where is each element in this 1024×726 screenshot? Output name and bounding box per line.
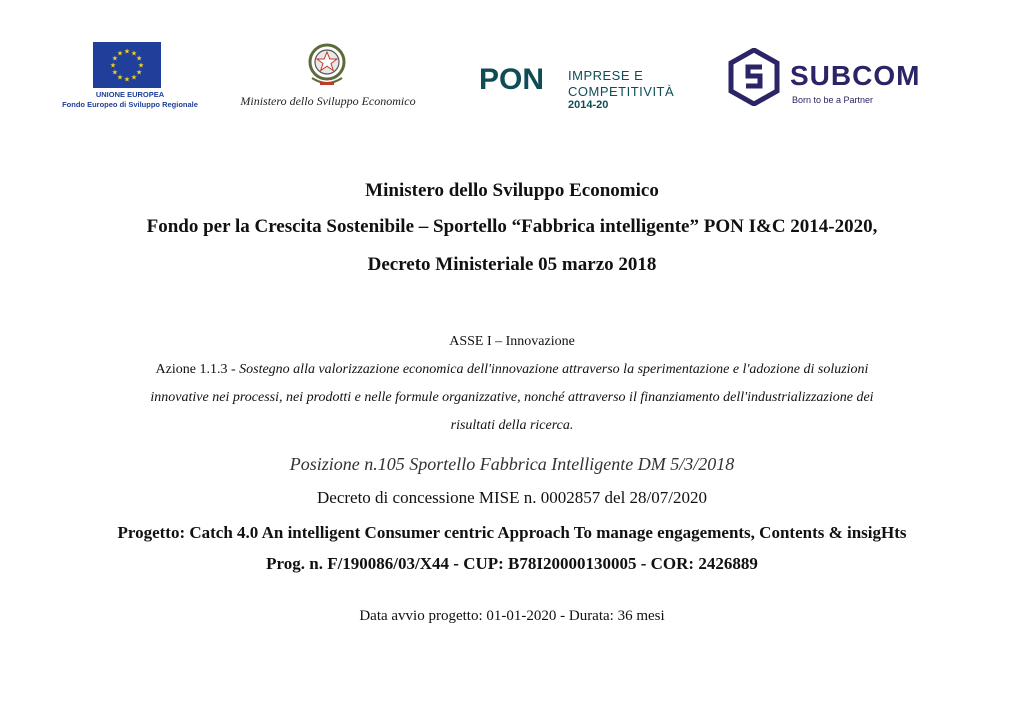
logo-bar (0, 0, 1024, 130)
eu-star-icon: ★ (135, 68, 143, 77)
eu-star-icon: ★ (109, 61, 117, 70)
subcom-tagline: Born to be a Partner (792, 95, 874, 105)
decreto-concessione: Decreto di concessione MISE n. 0002857 del 28/07/2020 (317, 488, 707, 507)
eu-star-icon: ★ (135, 54, 143, 63)
project-codes: Prog. n. F/190086/03/X44 - CUP: B78I20000130005 - COR: 2426889 (266, 554, 758, 573)
eu-fund-label: Fondo Europeo di Sviluppo Regionale (62, 100, 198, 109)
pon-years: 2014-20 (568, 99, 609, 111)
eu-star-icon: ★ (116, 49, 124, 58)
eu-star-icon: ★ (111, 68, 119, 77)
asse-label: ASSE I – Innovazione (449, 334, 575, 349)
pon-logo (476, 60, 686, 116)
pon-line1: IMPRESE E (568, 68, 644, 83)
project-start-duration: Data avvio progetto: 01-01-2020 - Durata: 36 mesi (359, 608, 665, 624)
subcom-logo (728, 48, 921, 108)
eu-star-icon: ★ (123, 47, 131, 56)
posizione: Posizione n.105 Sportello Fabbrica Intelligente DM 5/3/2018 (289, 454, 735, 474)
azione-line2: innovative nei processi, nei prodotti e nelle formule organizzative, nonché attraverso il finanziamento dell'industrializzazione dei (150, 390, 874, 405)
azione-line3: risultati della ricerca. (450, 418, 574, 433)
subcom-s-icon (728, 48, 780, 106)
eu-star-icon: ★ (116, 73, 124, 82)
mise-logo (228, 40, 428, 114)
pon-wordmark: PON (479, 63, 545, 96)
heading-ministry: Ministero dello Sviluppo Economico (365, 180, 659, 201)
eu-logo (60, 42, 200, 114)
subcom-wordmark: SUBCOM (790, 60, 921, 91)
eu-flag-icon (93, 42, 161, 88)
eu-star-icon: ★ (137, 61, 145, 70)
azione-label: Azione 1.1.3 - (155, 362, 240, 377)
eu-star-icon: ★ (130, 73, 138, 82)
pon-line2: COMPETITIVITÀ (568, 84, 675, 99)
heading-fund: Fondo per la Crescita Sostenibile – Sportello “Fabbrica intelligente” PON I&C 2014-2020, (146, 216, 878, 237)
eu-label: UNIONE EUROPEA (95, 90, 165, 99)
heading-decree: Decreto Ministeriale 05 marzo 2018 (367, 254, 657, 275)
eu-star-icon: ★ (130, 49, 138, 58)
mise-label: Ministero dello Sviluppo Economico (240, 94, 416, 108)
azione-line1 (0, 362, 1024, 378)
azione-text1: Sostegno alla valorizzazione economica dell'innovazione attraverso la sperimentazione e l'adozione di soluzioni (239, 362, 869, 377)
italian-emblem-icon (304, 40, 350, 90)
eu-star-icon: ★ (123, 75, 131, 84)
project-title: Progetto: Catch 4.0 An intelligent Consumer centric Approach To manage engagements, Contents & insigHts (117, 523, 907, 542)
eu-star-icon: ★ (111, 54, 119, 63)
